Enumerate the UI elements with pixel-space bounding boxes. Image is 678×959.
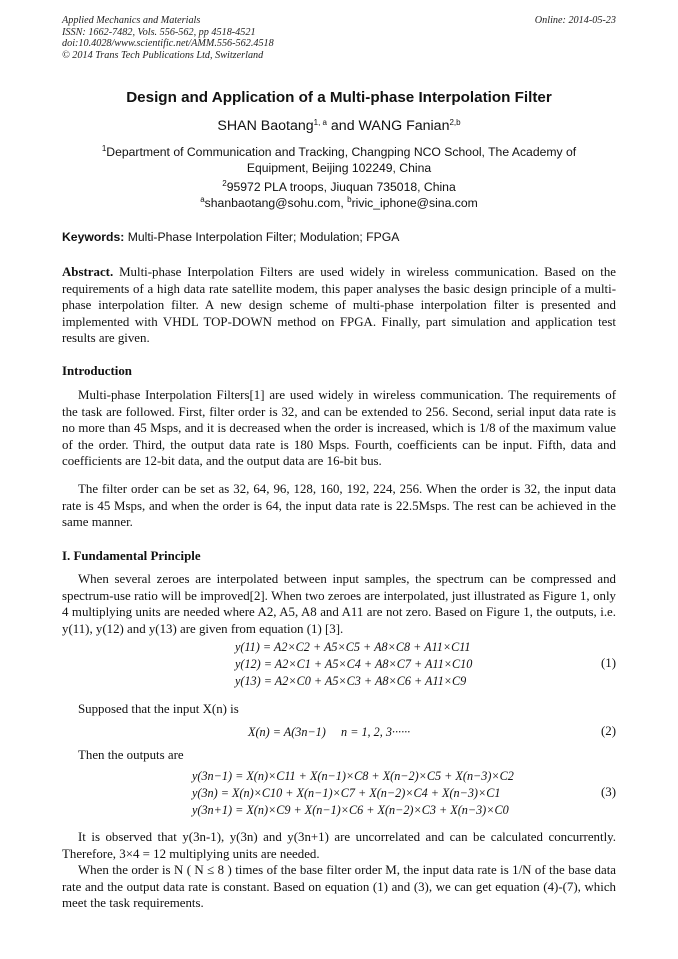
equation-2-number: (2) — [600, 724, 616, 738]
section-1-paragraph-1: When several zeroes are interpolated between input samples, the spectrum can be compressed and spectrum-use ratio will be improved[2]. When two zeroes are interpolated, just illustrated as Figure 1, only 4 multiplying units are needed where A2, A5, A8 and A11 are not zero. Based on Figure 1, the outputs, i.e. y(11), y(12) and y(13) are given from equation (1) [3]. — [62, 572, 616, 636]
online-date: Online: 2014-05-23 — [534, 15, 616, 26]
author-2: WANG Fanian — [358, 118, 450, 134]
affiliation-2 — [62, 179, 616, 211]
affiliation-2-sup: 2 — [222, 179, 227, 188]
abstract — [62, 264, 616, 347]
section-1-paragraph-4: It is observed that y(3n-1), y(3n) and y(3n+1) are uncorrelated and can be calculated concurrently. Therefore, 3×4 = 12 multiplying units are needed. — [62, 830, 616, 861]
author-conj: and — [326, 118, 359, 134]
affiliation-1-line2: Equipment, Beijing 102249, China — [246, 161, 432, 175]
journal-name: Applied Mechanics and Materials — [62, 15, 201, 26]
equation-1-line: y(13) = A2×C0 + A5×C3 + A8×C6 + A11×C9 — [235, 674, 467, 688]
equation-1-line: y(11) = A2×C2 + A5×C5 + A8×C8 + A11×C11 — [235, 640, 471, 654]
abstract-label: Abstract. — [62, 265, 114, 279]
equation-3 — [192, 768, 514, 819]
keywords-text: Multi-Phase Interpolation Filter; Modulation; FPGA — [124, 230, 400, 244]
paper-title: Design and Application of a Multi-phase Interpolation Filter — [126, 89, 552, 106]
author-line — [62, 118, 616, 134]
email-a: shanbaotang@sohu.com, — [204, 196, 348, 210]
affiliation-2-text: 95972 PLA troops, Jiuquan 735018, China — [226, 180, 456, 194]
affiliation-1-sup: 1 — [101, 144, 107, 153]
section-1-paragraph-2: Supposed that the input X(n) is — [78, 702, 239, 716]
equation-3-line: y(3n+1) = X(n)×C9 + X(n−1)×C6 + X(n−2)×C3 + X(n−3)×C0 — [192, 803, 509, 817]
journal-issn: ISSN: 1662-7482, Vols. 556-562, pp 4518-4521 — [62, 26, 256, 38]
author-1: SHAN Baotang — [217, 118, 314, 134]
keywords — [62, 230, 616, 244]
section-1-heading: I. Fundamental Principle — [62, 549, 201, 563]
section-1-paragraph-3: Then the outputs are — [78, 748, 184, 762]
equation-1-line: y(12) = A2×C1 + A5×C4 + A8×C7 + A11×C10 — [235, 657, 473, 671]
author-1-sup: 1, a — [313, 118, 327, 127]
section-1-paragraph-5: When the order is N ( N ≤ 8 ) times of the base filter order M, the input data rate is 1/N of the base data rate and the output data rate is constant. Based on equation (1) and (3), we can get equation (4)-(7), which meet the task requirements. — [62, 863, 616, 911]
journal-header — [62, 15, 616, 61]
equation-3-line: y(3n−1) = X(n)×C11 + X(n−1)×C8 + X(n−2)×C5 + X(n−3)×C2 — [192, 769, 514, 783]
equation-3-number: (3) — [600, 785, 616, 799]
affiliation-1-line1: Department of Communication and Tracking, Changping NCO School, The Academy of — [106, 145, 577, 159]
intro-paragraph-2: The filter order can be set as 32, 64, 96, 128, 160, 192, 224, 256. When the order is 32, the input data rate is 45 Msps, and when the order is 64, the input data rate is 22.5Msps. The rest can be achieved in the same manner. — [62, 482, 616, 530]
journal-doi: doi:10.4028/www.scientific.net/AMM.556-562.4518 — [62, 38, 274, 50]
affiliation-1 — [62, 144, 616, 176]
equation-1-number: (1) — [600, 656, 616, 670]
intro-heading: Introduction — [62, 364, 132, 378]
keywords-label: Keywords: — [62, 230, 125, 244]
equation-3-line: y(3n) = X(n)×C10 + X(n−1)×C7 + X(n−2)×C4 + X(n−3)×C1 — [192, 786, 501, 800]
equation-1 — [235, 639, 472, 690]
email-b-sup: b — [347, 195, 352, 204]
journal-copyright: © 2014 Trans Tech Publications Ltd, Switzerland — [62, 49, 264, 61]
email-b: rivic_iphone@sina.com — [351, 196, 478, 210]
equation-2: X(n) = A(3n−1) n = 1, 2, 3······ — [248, 725, 411, 739]
email-a-sup: a — [200, 195, 205, 204]
abstract-text: Multi-phase Interpolation Filters are used widely in wireless communication. Based on the requirements of a high data rate satellite modem, this paper analyses the basic design principle of a multi-phase interpolation filter. A new design scheme of multi-phase interpolation filter is presented and implemented with VHDL TOP-DOWN method on FPGA. Finally, part simulation and application test results are given. — [62, 265, 616, 346]
author-2-sup: 2,b — [449, 118, 461, 127]
intro-paragraph-1: Multi-phase Interpolation Filters[1] are used widely in wireless communication. The requirements of the task are followed. First, filter order is 32, and can be extended to 256. Second, serial input data rate is no more than 45 Msps, and it is decreased when the order is increased, which is 1/8 of the maximum value of the order. Third, the output data rate is 180 Msps. Fourth, coefficients can be input. Fifth, data and coefficients are 12-bit data, and the output data are 16-bit bus. — [62, 388, 616, 469]
